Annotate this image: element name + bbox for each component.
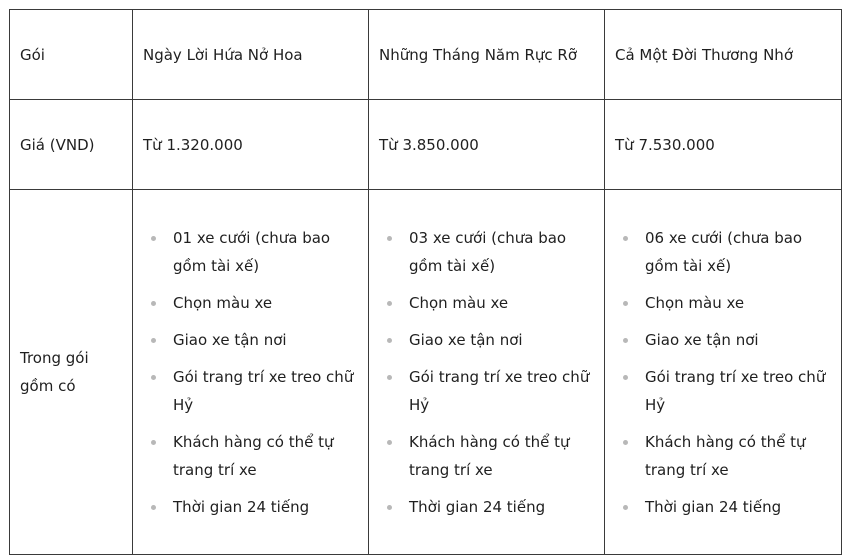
feature-item: Chọn màu xe	[173, 289, 358, 317]
feature-list-3	[615, 224, 831, 521]
feature-item: Chọn màu xe	[645, 289, 831, 317]
includes-cell-1	[133, 190, 369, 555]
feature-item: 06 xe cưới (chưa bao gồm tài xế)	[645, 224, 831, 280]
price-label-cell: Giá (VND)	[10, 100, 133, 190]
feature-item: Giao xe tận nơi	[409, 326, 594, 354]
package-name-3: Cả Một Đời Thương Nhớ	[605, 10, 842, 100]
price-value-1: Từ 1.320.000	[133, 100, 369, 190]
price-row	[10, 100, 842, 190]
includes-cell-2	[369, 190, 605, 555]
package-name-1: Ngày Lời Hứa Nở Hoa	[133, 10, 369, 100]
feature-list-2	[379, 224, 594, 521]
package-name-2: Những Tháng Năm Rực Rỡ	[369, 10, 605, 100]
feature-item: 01 xe cưới (chưa bao gồm tài xế)	[173, 224, 358, 280]
package-comparison-table	[9, 9, 842, 555]
includes-row	[10, 190, 842, 555]
feature-item: Thời gian 24 tiếng	[645, 493, 831, 521]
includes-cell-3	[605, 190, 842, 555]
includes-label-cell: Trong gói gồm có	[10, 190, 133, 555]
price-value-2: Từ 3.850.000	[369, 100, 605, 190]
feature-item: Khách hàng có thể tự trang trí xe	[173, 428, 358, 484]
feature-item: Giao xe tận nơi	[173, 326, 358, 354]
feature-item: Thời gian 24 tiếng	[409, 493, 594, 521]
feature-item: Chọn màu xe	[409, 289, 594, 317]
feature-item: Khách hàng có thể tự trang trí xe	[409, 428, 594, 484]
price-value-3: Từ 7.530.000	[605, 100, 842, 190]
feature-item: Gói trang trí xe treo chữ Hỷ	[645, 363, 831, 419]
header-row	[10, 10, 842, 100]
feature-list-1	[143, 224, 358, 521]
feature-item: Khách hàng có thể tự trang trí xe	[645, 428, 831, 484]
header-label-cell: Gói	[10, 10, 133, 100]
feature-item: Thời gian 24 tiếng	[173, 493, 358, 521]
feature-item: Gói trang trí xe treo chữ Hỷ	[173, 363, 358, 419]
feature-item: Giao xe tận nơi	[645, 326, 831, 354]
feature-item: Gói trang trí xe treo chữ Hỷ	[409, 363, 594, 419]
feature-item: 03 xe cưới (chưa bao gồm tài xế)	[409, 224, 594, 280]
